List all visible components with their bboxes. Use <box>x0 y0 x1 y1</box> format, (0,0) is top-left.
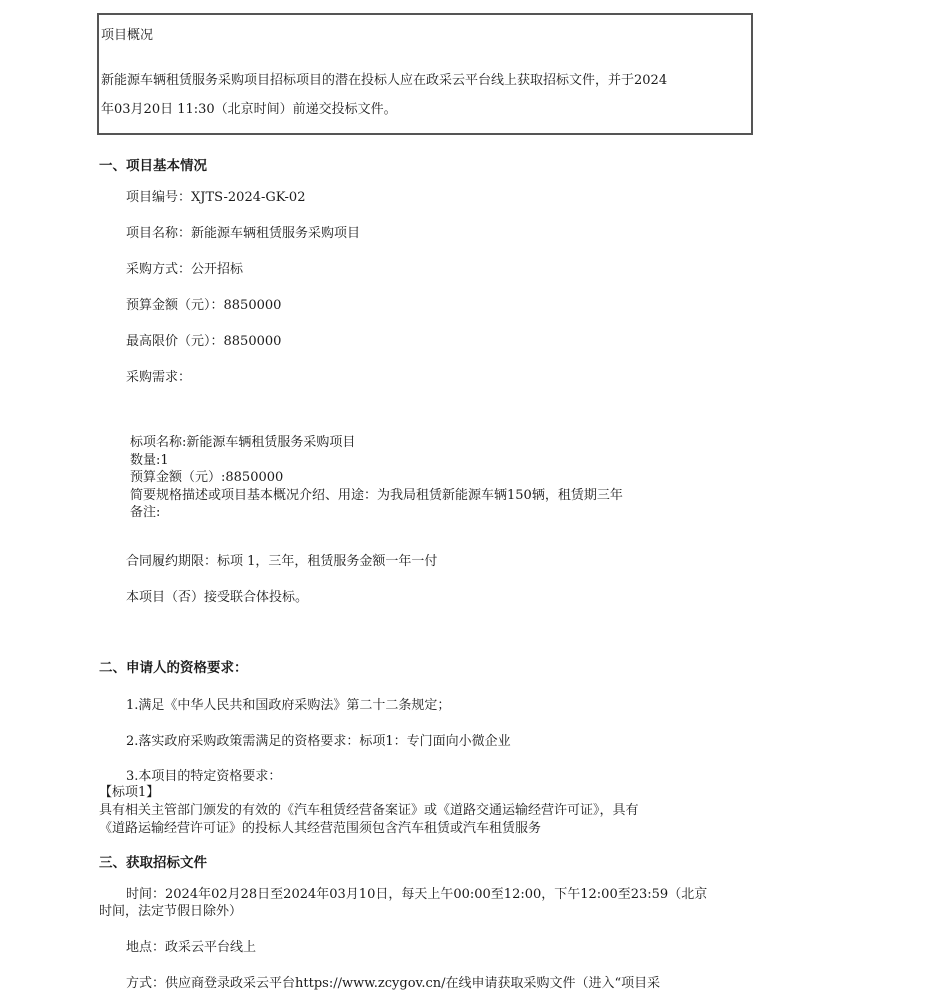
lot-description: 简要规格描述或项目基本概况介绍、用途：为我局租赁新能源车辆150辆，租赁期三年 <box>130 488 623 503</box>
requirement-2: 2.落实政府采购政策需满足的资格要求：标项1：专门面向小微企业 <box>126 734 511 749</box>
overview-text-line1: 新能源车辆租赁服务采购项目招标项目的潜在投标人应在政采云平台线上获取招标文件，并于2024 <box>101 73 668 88</box>
requirement-detail-line1: 具有相关主管部门颁发的有效的《汽车租赁经营备案证》或《道路交通运输经营许可证》，具有 <box>99 803 639 818</box>
budget-amount: 预算金额（元）：8850000 <box>126 298 282 313</box>
lot-quantity: 数量:1 <box>130 453 169 468</box>
acquire-place: 地点：政采云平台线上 <box>126 940 257 955</box>
project-name: 项目名称：新能源车辆租赁服务采购项目 <box>126 226 361 241</box>
requirement-3: 3.本项目的特定资格要求： <box>126 769 282 784</box>
lot-budget: 预算金额（元）:8850000 <box>130 470 284 485</box>
overview-title: 项目概况 <box>101 28 154 43</box>
acquire-method: 方式：供应商登录政采云平台https://www.zcygov.cn/在线申请获取采购文件（进入“项目采 <box>126 976 661 991</box>
acquire-time-line2: 时间，法定节假日除外） <box>99 904 243 919</box>
lot-note: 备注: <box>130 505 161 520</box>
contract-period: 合同履约期限：标项 1，三年，租赁服务金额一年一付 <box>126 554 438 569</box>
demand-label: 采购需求： <box>126 370 192 385</box>
section2-heading: 二、申请人的资格要求： <box>99 660 248 676</box>
consortium-statement: 本项目（否）接受联合体投标。 <box>126 590 309 605</box>
procurement-method: 采购方式：公开招标 <box>126 262 244 277</box>
section1-heading: 一、项目基本情况 <box>99 158 207 174</box>
max-price: 最高限价（元）：8850000 <box>126 334 282 349</box>
acquire-time-line1: 时间：2024年02月28日至2024年03月10日，每天上午00:00至12:00，下午12:00至23:59（北京 <box>126 887 708 902</box>
section3-heading: 三、获取招标文件 <box>99 855 207 871</box>
requirement-1: 1.满足《中华人民共和国政府采购法》第二十二条规定； <box>126 698 451 713</box>
project-number: 项目编号：XJTS-2024-GK-02 <box>126 190 306 205</box>
lot-tag: 【标项1】 <box>99 785 160 800</box>
overview-text-line2: 年03月20日 11:30（北京时间）前递交投标文件。 <box>101 102 397 117</box>
requirement-detail-line2: 《道路运输经营许可证》的投标人其经营范围须包含汽车租赁或汽车租赁服务 <box>99 821 542 836</box>
lot-name: 标项名称:新能源车辆租赁服务采购项目 <box>130 435 356 450</box>
